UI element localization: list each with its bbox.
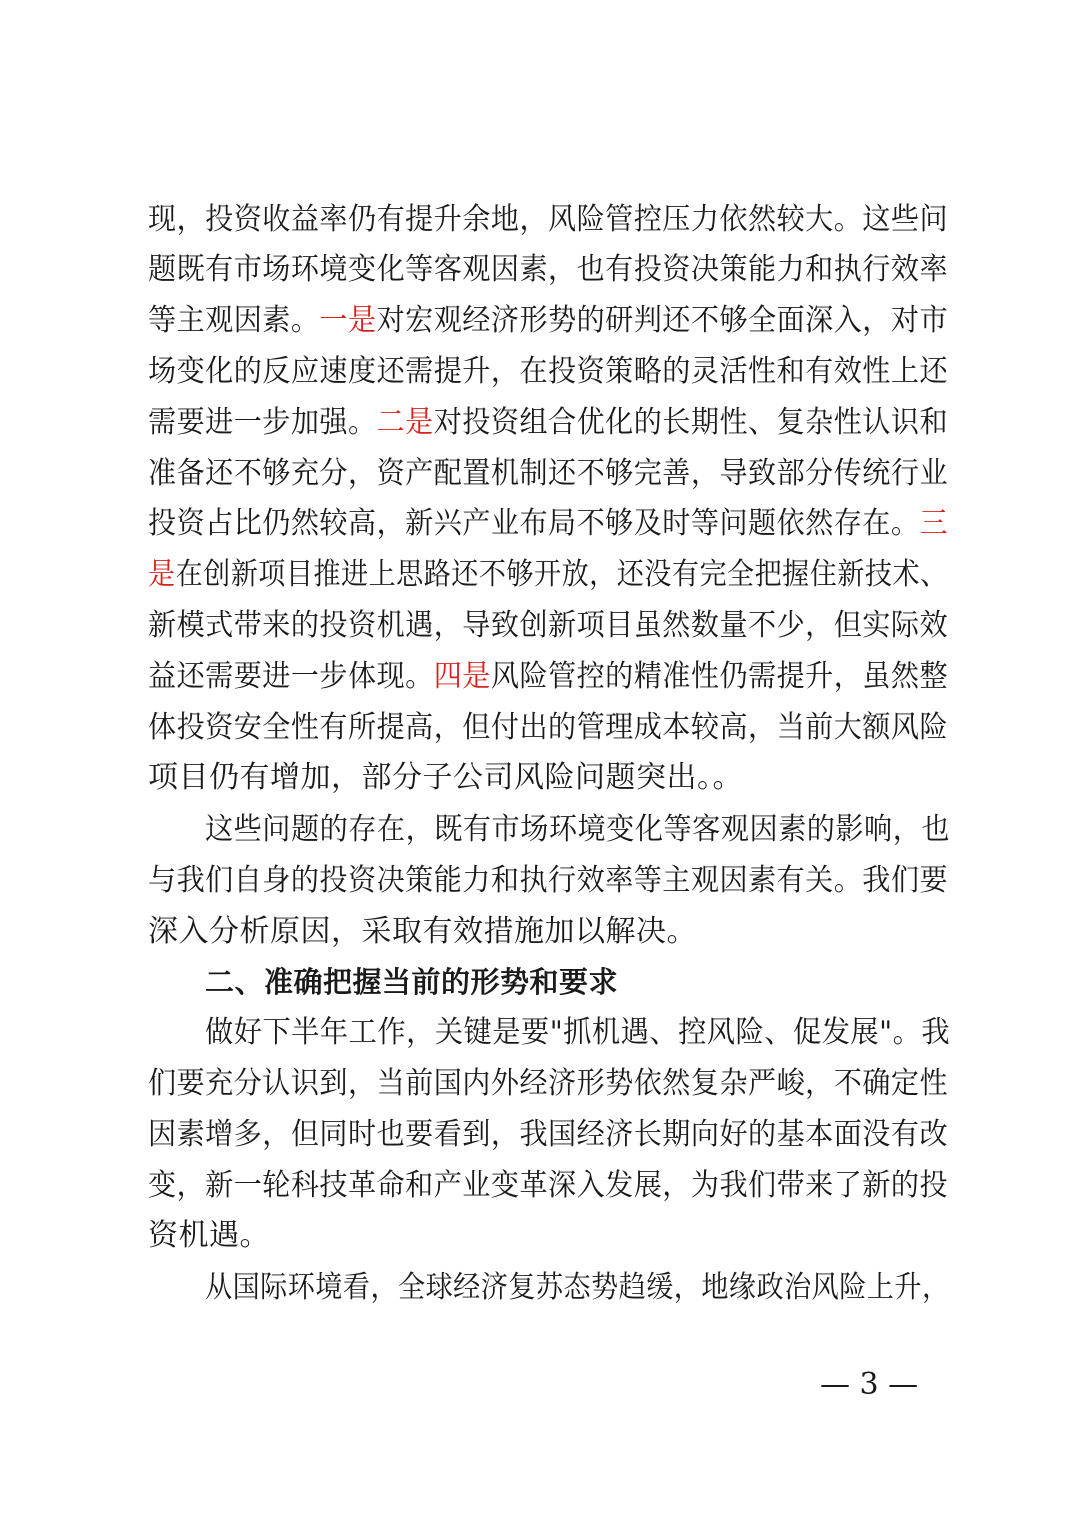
emphasis-marker-one: 一是 bbox=[319, 303, 377, 338]
body-line bbox=[148, 606, 949, 646]
text-run: 对宏观经济形势的研判还不够全面深入，对市 bbox=[376, 303, 949, 338]
body-line bbox=[148, 504, 949, 544]
text-run: 变，新一轮科技革命和产业变革深入发展，为我们带来了新的投 bbox=[148, 1168, 949, 1203]
body-line bbox=[148, 1115, 949, 1155]
body-line bbox=[148, 1216, 948, 1256]
body-line bbox=[148, 301, 949, 341]
text-run: 益还需要进一步体现。 bbox=[148, 659, 434, 694]
body-line bbox=[148, 403, 949, 443]
text-run: 题既有市场环境变化等客观因素，也有投资决策能力和执行效率 bbox=[148, 252, 949, 287]
text-run: 现，投资收益率仍有提升余地，风险管控压力依然较大。这些问 bbox=[148, 202, 949, 237]
emphasis-marker-three-part1: 三 bbox=[919, 506, 949, 541]
body-line bbox=[148, 200, 949, 240]
text-run: 对投资组合优化的长期性、复杂性认识和 bbox=[433, 405, 949, 440]
text-run: 这些问题的存在，既有市场环境变化等客观因素的影响，也 bbox=[205, 812, 951, 847]
body-line bbox=[148, 657, 949, 697]
section-heading: 二、准确把握当前的形势和要求 bbox=[205, 965, 619, 999]
emphasis-marker-three-part2: 是 bbox=[148, 557, 176, 592]
text-run: 准备还不够充分，资产配置机制还不够完善，导致部分传统行业 bbox=[148, 456, 949, 491]
text-run: 因素增多，但同时也要看到，我国经济长期向好的基本面没有改 bbox=[148, 1117, 949, 1152]
text-run: 新模式带来的投资机遇，导致创新项目虽然数量不少，但实际效 bbox=[148, 608, 949, 643]
text-run: 做好下半年工作，关键是要"抓机遇、控风险、促发展"。我 bbox=[205, 1015, 951, 1050]
text-run: 风险管控的精准性仍需提升，虽然整 bbox=[490, 659, 949, 694]
body-line bbox=[148, 758, 948, 798]
emphasis-marker-four: 四是 bbox=[433, 659, 491, 694]
text-run: 们要充分认识到，当前国内外经济形势依然复杂严峻，不确定性 bbox=[148, 1066, 949, 1101]
text-run: 在创新项目推进上思路还不够开放，还没有完全把握住新技术、 bbox=[175, 557, 948, 592]
body-line bbox=[148, 555, 948, 595]
text-run: 与我们自身的投资决策能力和执行效率等主观因素有关。我们要 bbox=[148, 863, 949, 898]
body-line bbox=[148, 708, 949, 748]
text-run: 深入分析原因，采取有效措施加以解决。 bbox=[148, 914, 697, 949]
body-line bbox=[148, 912, 948, 952]
body-line bbox=[148, 454, 949, 494]
paragraph-first-line bbox=[205, 1268, 950, 1308]
text-run: 需要进一步加强。 bbox=[148, 405, 377, 440]
body-line bbox=[148, 1166, 949, 1206]
body-line bbox=[148, 352, 949, 392]
paragraph-first-line bbox=[205, 1013, 951, 1053]
body-line bbox=[148, 1064, 949, 1104]
text-run: 资机遇。 bbox=[148, 1218, 270, 1253]
body-line bbox=[148, 250, 949, 290]
text-run: 项目仍有增加，部分子公司风险问题突出。。 bbox=[148, 760, 743, 795]
text-run: 从国际环境看，全球经济复苏态势趋缓，地缘政治风险上升， bbox=[205, 1270, 950, 1305]
text-run: 场变化的反应速度还需提升，在投资策略的灵活性和有效性上还 bbox=[148, 354, 949, 389]
emphasis-marker-two: 二是 bbox=[376, 405, 434, 440]
text-run: 投资占比仍然较高，新兴产业布局不够及时等问题依然存在。 bbox=[148, 506, 920, 541]
body-line bbox=[148, 861, 949, 901]
text-run: 等主观因素。 bbox=[148, 303, 320, 338]
paragraph-first-line bbox=[205, 810, 951, 850]
text-run: 体投资安全性有所提高，但付出的管理成本较高，当前大额风险 bbox=[148, 710, 949, 745]
page-number: — 3 — bbox=[820, 1367, 919, 1402]
